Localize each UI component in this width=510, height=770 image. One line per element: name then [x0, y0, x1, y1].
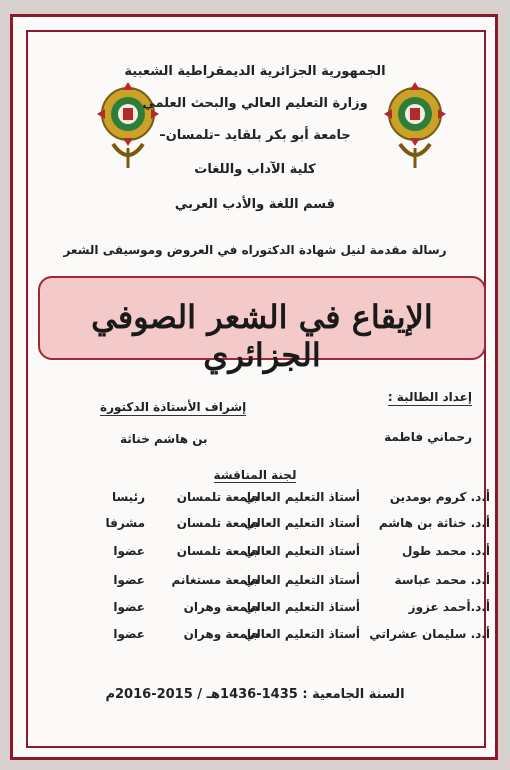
committee-row: [90, 600, 490, 618]
committee-row: [90, 627, 490, 645]
member-name: أ.د.أحمد عزوز: [408, 600, 490, 614]
member-university: جامعة تلمسان: [176, 544, 260, 558]
member-rank: أستاذ التعليم العالي: [244, 544, 360, 558]
academic-year: السنة الجامعية : 1435-1436هـ / 2015-2016م: [105, 687, 405, 702]
member-name: أ.د. محمد طول: [401, 544, 490, 558]
header-department: قسم اللغة والأدب العربي: [174, 197, 336, 212]
committee-row: [90, 490, 490, 508]
supervisor-label: إشراف الأستاذة الدكتورة: [100, 400, 247, 414]
member-role: عضوا: [113, 627, 145, 641]
member-name: أ.د. كروم بومدين: [389, 490, 490, 504]
committee-row: [90, 516, 490, 534]
committee-row: [90, 573, 490, 591]
member-role: رئيسا: [111, 490, 145, 504]
member-university: جامعة وهران: [183, 600, 260, 614]
committee-title: لجنة المناقشة: [213, 468, 297, 482]
header-university: جامعة أبو بكر بلقايد –تلمسان–: [159, 128, 351, 143]
member-university: جامعة مستغانم: [171, 573, 260, 587]
logo-emblem: [384, 82, 446, 168]
header-faculty: كلية الآداب واللغات: [194, 162, 316, 177]
member-role: عضوا: [113, 544, 145, 558]
member-university: جامعة وهران: [183, 627, 260, 641]
member-university: جامعة تلمسان: [176, 516, 260, 530]
committee-row: [90, 544, 490, 562]
member-role: مشرفا: [105, 516, 145, 530]
logo-emblem: [97, 82, 159, 168]
student-label: إعداد الطالبة :: [387, 390, 472, 404]
member-rank: أستاذ التعليم العالي: [244, 627, 360, 641]
member-rank: أستاذ التعليم العالي: [244, 573, 360, 587]
committee-heading-wrap: [0, 464, 510, 483]
supervisor-name: بن هاشم خناثة: [120, 432, 208, 446]
university-logo-left: [95, 78, 161, 170]
member-name: أ.د. محمد عباسة: [394, 573, 490, 587]
university-logo-right: [382, 78, 448, 170]
member-name: أ.د. خناثة بن هاشم: [378, 516, 490, 530]
member-rank: أستاذ التعليم العالي: [244, 600, 360, 614]
member-rank: أستاذ التعليم العالي: [244, 516, 360, 530]
member-role: عضوا: [113, 600, 145, 614]
member-university: جامعة تلمسان: [176, 490, 260, 504]
thesis-title: الإيقاع في الشعر الصوفي الجزائري: [91, 298, 433, 374]
header-ministry: وزارة التعليم العالي والبحث العلمي: [142, 96, 368, 111]
thesis-description: رسالة مقدمة لنيل شهادة الدكتوراه في العروض وموسيقى الشعر: [63, 243, 447, 257]
member-role: عضوا: [113, 573, 145, 587]
member-rank: أستاذ التعليم العالي: [244, 490, 360, 504]
member-name: أ.د. سليمان عشراتي: [369, 627, 490, 641]
header-republic: الجمهورية الجزائرية الديمقراطية الشعبية: [124, 64, 386, 79]
student-name: رحماني فاطمة: [384, 430, 472, 444]
